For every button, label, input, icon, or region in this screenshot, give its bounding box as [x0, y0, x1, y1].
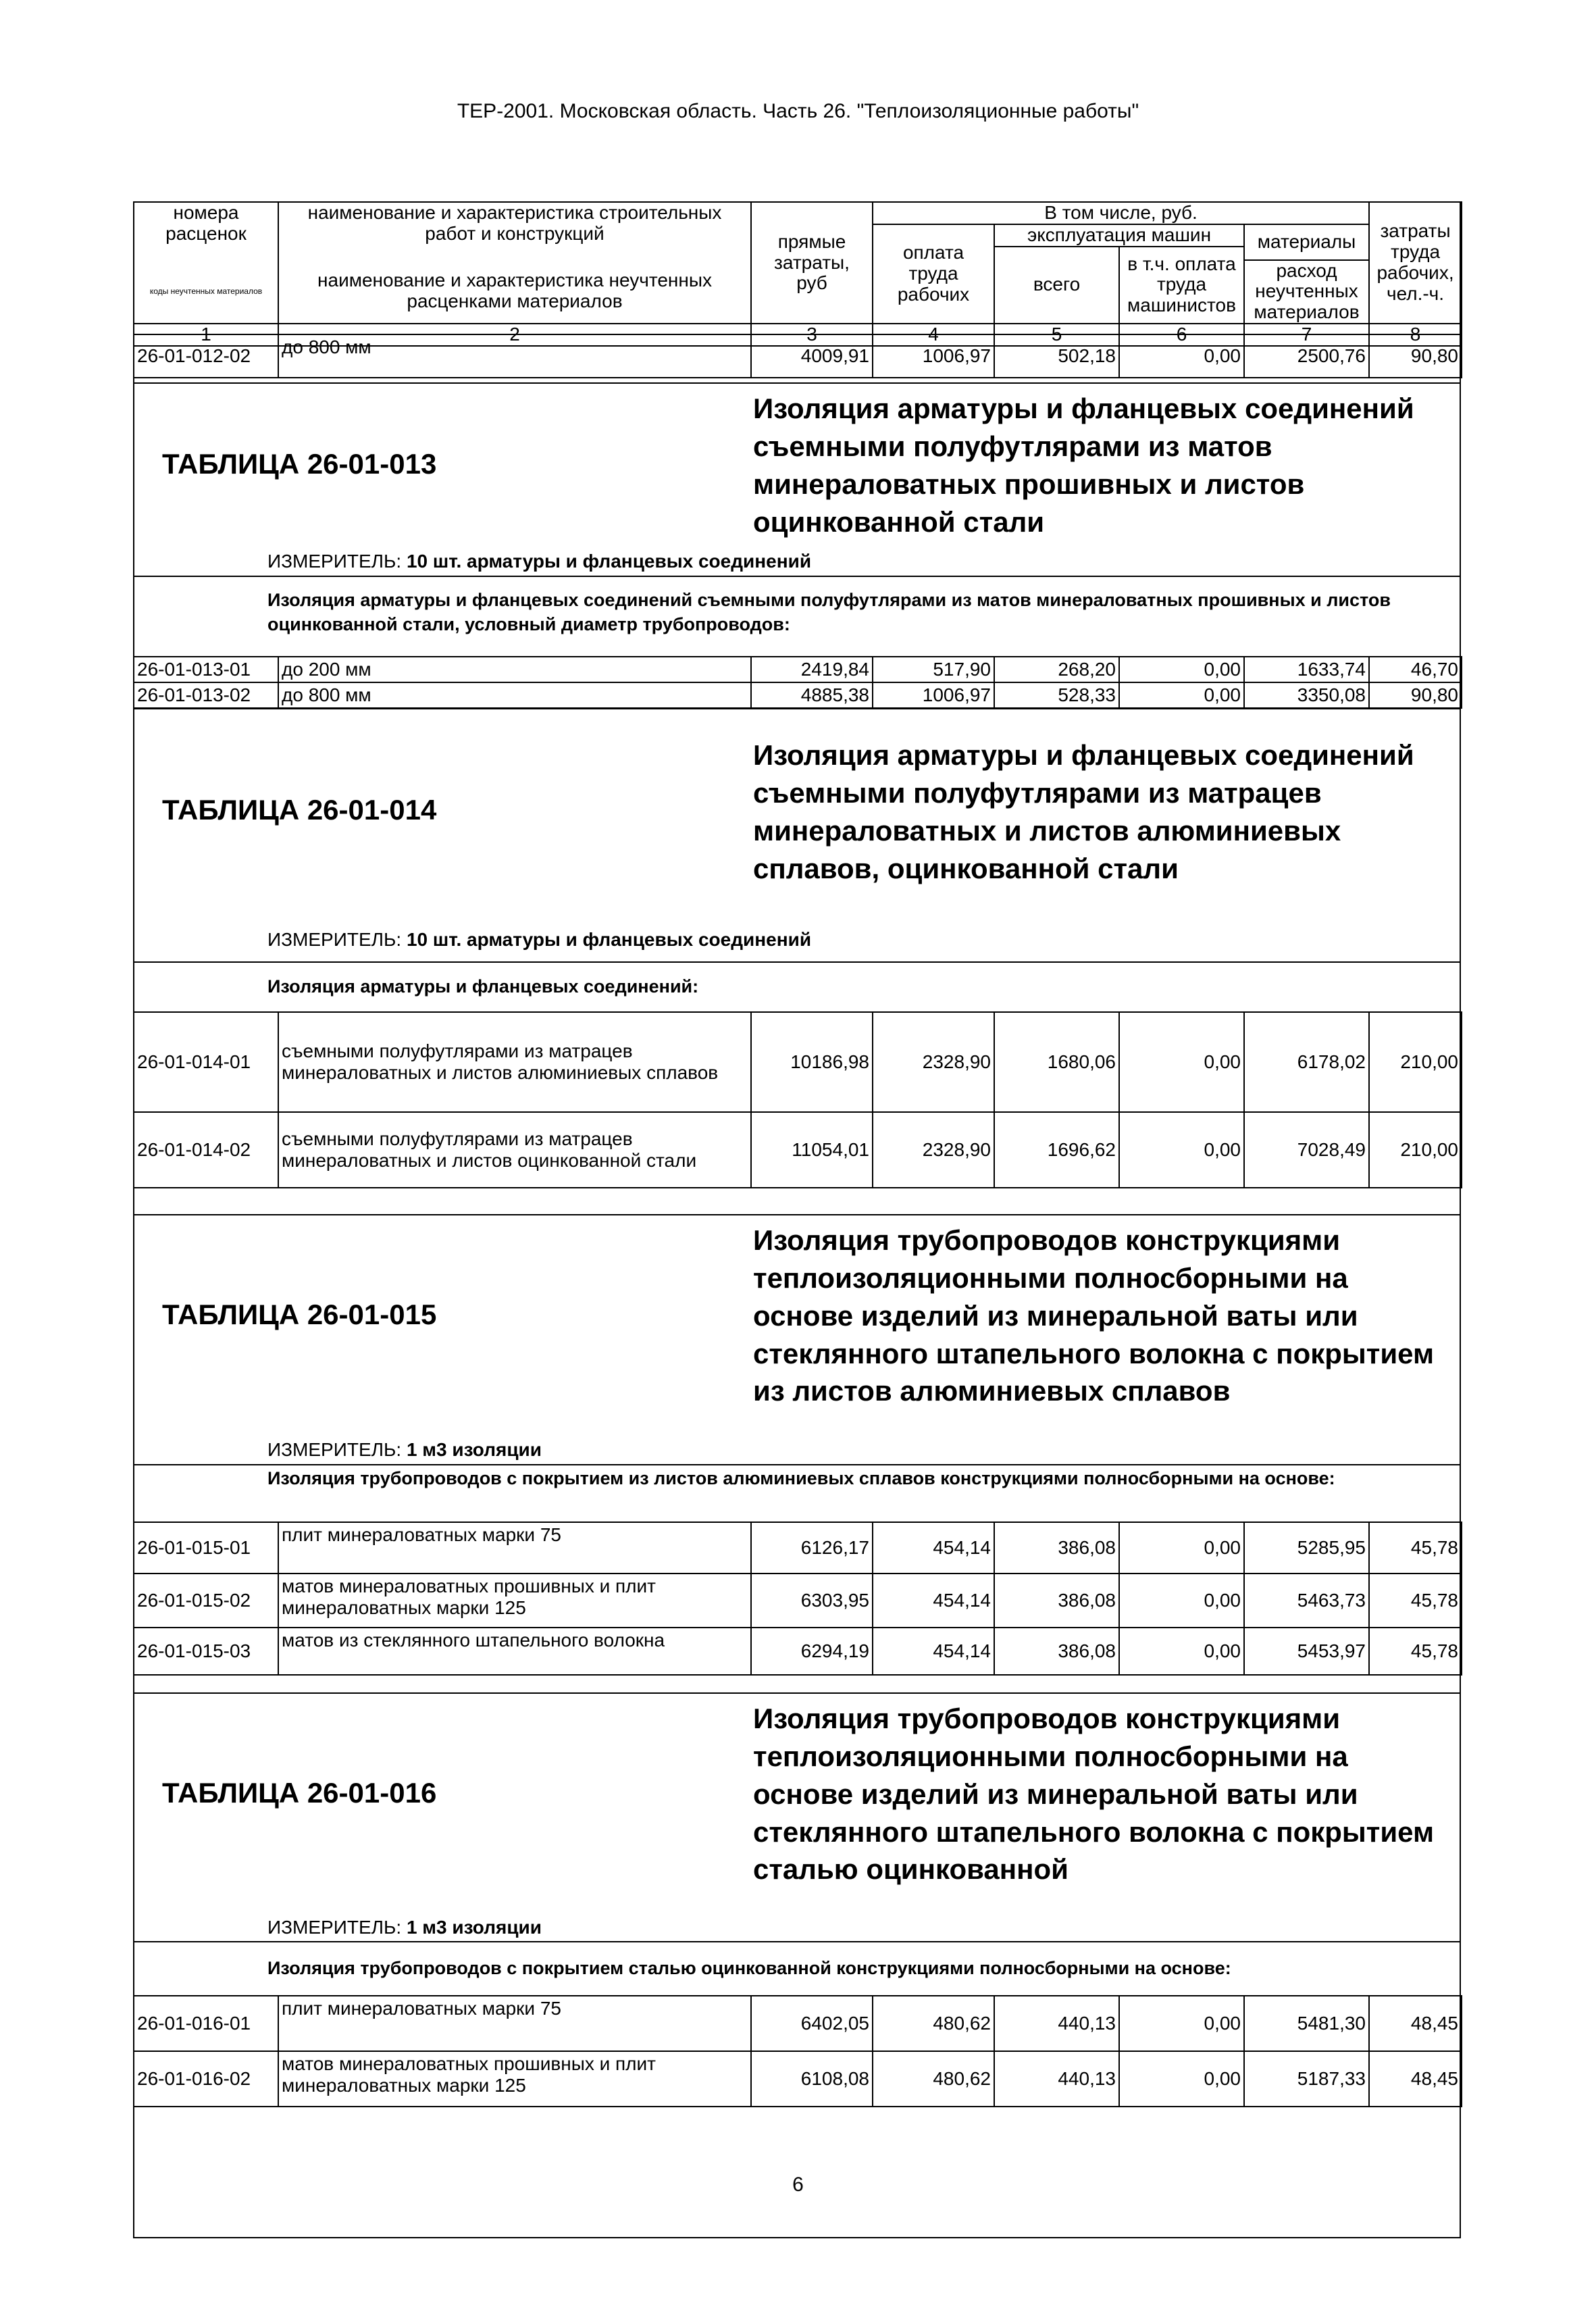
rate-code: 26-01-012-02 [134, 334, 278, 378]
materials: 3350,08 [1244, 682, 1369, 708]
rate-table-014 [133, 1011, 1462, 1188]
operator-wages: 0,00 [1119, 1112, 1244, 1188]
direct-costs: 6303,95 [751, 1574, 873, 1628]
table-row [134, 1574, 1462, 1628]
materials: 5285,95 [1244, 1522, 1369, 1574]
worker-wages: 480,62 [873, 2051, 994, 2107]
labor-hours: 210,00 [1369, 1112, 1462, 1188]
machines-total: 386,08 [994, 1628, 1119, 1675]
rate-name: матов минераловатных прошивных и плит минераловатных марки 125 [278, 2051, 751, 2107]
labor-hours: 210,00 [1369, 1012, 1462, 1112]
materials: 6178,02 [1244, 1012, 1369, 1112]
table-row [134, 1628, 1462, 1675]
table-row [134, 2051, 1462, 2107]
col-number-7: 7 [1244, 324, 1369, 346]
col-machines-header: эксплуатация машин [994, 224, 1244, 247]
rate-name: съемными полуфутлярами из матрацев минераловатных и листов оцинкованной стали [278, 1112, 751, 1188]
table-heading-015: Изоляция трубопроводов конструкциями теплоизоляционными полносборными на основе изделий из минеральной ваты или стеклянного штапельного волокна с покрытием из листов алюминиевых сплавов [753, 1224, 1435, 1407]
operator-wages: 0,00 [1119, 1996, 1244, 2051]
direct-costs: 11054,01 [751, 1112, 873, 1188]
table-label-015: ТАБЛИЦА 26-01-015 [162, 1299, 437, 1330]
table-row [134, 657, 1462, 682]
col-codes-header: номера расценок [134, 202, 278, 260]
machines-total: 440,13 [994, 1996, 1119, 2051]
table-row [134, 334, 1462, 378]
materials: 7028,49 [1244, 1112, 1369, 1188]
direct-costs: 2419,84 [751, 657, 873, 682]
rate-name: съемными полуфутлярами из матрацев минераловатных и листов алюминиевых сплавов [278, 1012, 751, 1112]
rate-code: 26-01-015-02 [134, 1574, 278, 1628]
rate-table-015 [133, 1521, 1462, 1676]
rate-code: 26-01-015-03 [134, 1628, 278, 1675]
operator-wages: 0,00 [1119, 657, 1244, 682]
rate-name: плит минераловатных марки 75 [278, 1522, 751, 1574]
rate-code: 26-01-013-02 [134, 682, 278, 708]
meter-016: ИЗМЕРИТЕЛЬ: 1 м3 изоляции [267, 1917, 542, 1938]
worker-wages: 1006,97 [873, 682, 994, 708]
col-number-1: 1 [134, 324, 278, 346]
labor-hours: 48,45 [1369, 2051, 1462, 2107]
col-material-codes-header: коды неучтенных материалов [134, 260, 278, 324]
rate-name: до 200 мм [278, 657, 751, 682]
worker-wages: 480,62 [873, 1996, 994, 2051]
worker-wages: 454,14 [873, 1522, 994, 1574]
col-direct-costs-header: прямые затраты, руб [751, 202, 873, 324]
table-row [134, 1996, 1462, 2051]
meter-014: ИЗМЕРИТЕЛЬ: 10 шт. арматуры и фланцевых соединений [267, 929, 812, 950]
table-heading-014: Изоляция арматуры и фланцевых соединений съемными полуфутлярами из матрацев минераловатных и листов алюминиевых сплавов, оцинкованной стали [753, 739, 1414, 884]
machines-total: 386,08 [994, 1574, 1119, 1628]
machines-total: 1696,62 [994, 1112, 1119, 1188]
rate-name: до 800 мм [278, 682, 751, 708]
rate-code: 26-01-014-01 [134, 1012, 278, 1112]
machines-total: 386,08 [994, 1522, 1119, 1574]
table-row [134, 1012, 1462, 1112]
rate-code: 26-01-016-01 [134, 1996, 278, 2051]
col-number-3: 3 [751, 324, 873, 346]
worker-wages: 2328,90 [873, 1112, 994, 1188]
table-label-013: ТАБЛИЦА 26-01-013 [162, 448, 437, 480]
worker-wages: 1006,97 [873, 334, 994, 378]
section-013: Изоляция арматуры и фланцевых соединений съемными полуфутлярами из матов минераловатных прошивных и листов оцинкованной стали, условный диаметр трубопроводов: [267, 590, 1391, 635]
labor-hours: 45,78 [1369, 1522, 1462, 1574]
table-row [134, 682, 1462, 708]
divider [133, 576, 1461, 577]
rate-table-012 [133, 334, 1462, 378]
col-name-header: наименование и характеристика строительных работ и конструкций [278, 202, 751, 260]
section-015: Изоляция трубопроводов с покрытием из листов алюминиевых сплавов конструкциями полносборными на основе: [267, 1468, 1335, 1488]
labor-hours: 45,78 [1369, 1574, 1462, 1628]
direct-costs: 6294,19 [751, 1628, 873, 1675]
col-number-5: 5 [994, 324, 1119, 346]
labor-hours: 48,45 [1369, 1996, 1462, 2051]
materials: 2500,76 [1244, 334, 1369, 378]
materials: 5463,73 [1244, 1574, 1369, 1628]
direct-costs: 4009,91 [751, 334, 873, 378]
col-material-usage-header: расход неучтенных материалов [1244, 260, 1369, 324]
machines-total: 502,18 [994, 334, 1119, 378]
meter-015: ИЗМЕРИТЕЛЬ: 1 м3 изоляции [267, 1439, 542, 1460]
labor-hours: 46,70 [1369, 657, 1462, 682]
divider [133, 382, 1461, 384]
rate-table-016 [133, 1995, 1462, 2107]
operator-wages: 0,00 [1119, 1628, 1244, 1675]
operator-wages: 0,00 [1119, 682, 1244, 708]
section-016: Изоляция трубопроводов с покрытием сталью оцинкованной конструкциями полносборными на основе: [267, 1958, 1231, 1978]
labor-hours: 45,78 [1369, 1628, 1462, 1675]
direct-costs: 6108,08 [751, 2051, 873, 2107]
worker-wages: 454,14 [873, 1574, 994, 1628]
col-wages-header: оплата труда рабочих [873, 224, 994, 324]
table-label-016: ТАБЛИЦА 26-01-016 [162, 1777, 437, 1809]
materials: 1633,74 [1244, 657, 1369, 682]
column-header-table [133, 201, 1462, 347]
col-operators-header: в т.ч. оплата труда машинистов [1119, 247, 1244, 324]
rate-name: матов минераловатных прошивных и плит минераловатных марки 125 [278, 1574, 751, 1628]
materials: 5187,33 [1244, 2051, 1369, 2107]
operator-wages: 0,00 [1119, 334, 1244, 378]
direct-costs: 6402,05 [751, 1996, 873, 2051]
operator-wages: 0,00 [1119, 2051, 1244, 2107]
rate-table-013 [133, 656, 1462, 709]
table-label-014: ТАБЛИЦА 26-01-014 [162, 794, 437, 826]
col-group-header: В том числе, руб. [873, 202, 1369, 224]
col-labor-header: затраты труда рабочих, чел.-ч. [1369, 202, 1462, 324]
table-row [134, 1522, 1462, 1574]
direct-costs: 4885,38 [751, 682, 873, 708]
machines-total: 528,33 [994, 682, 1119, 708]
rate-name: плит минераловатных марки 75 [278, 1996, 751, 2051]
col-number-2: 2 [278, 324, 751, 346]
divider [133, 961, 1461, 963]
divider [133, 708, 1461, 709]
col-number-4: 4 [873, 324, 994, 346]
rate-code: 26-01-014-02 [134, 1112, 278, 1188]
col-total-header: всего [994, 247, 1119, 324]
divider [133, 1214, 1461, 1215]
rate-code: 26-01-015-01 [134, 1522, 278, 1574]
rate-code: 26-01-013-01 [134, 657, 278, 682]
operator-wages: 0,00 [1119, 1012, 1244, 1112]
divider [133, 1692, 1461, 1694]
table-heading-016: Изоляция трубопроводов конструкциями теплоизоляционными полносборными на основе изделий из минеральной ваты или стеклянного штапельного волокна с покрытием сталью оцинкованной [753, 1703, 1435, 1886]
table-heading-013: Изоляция арматуры и фланцевых соединений съемными полуфутлярами из матов минераловатных прошивных и листов оцинкованной стали [753, 393, 1414, 538]
machines-total: 268,20 [994, 657, 1119, 682]
col-unaccounted-header: наименование и характеристика неучтенных расценками материалов [278, 260, 751, 324]
labor-hours: 90,80 [1369, 334, 1462, 378]
worker-wages: 517,90 [873, 657, 994, 682]
worker-wages: 2328,90 [873, 1012, 994, 1112]
rate-name: до 800 мм [278, 334, 751, 378]
page-header: ТЕР-2001. Московская область. Часть 26. "Теплоизоляционные работы" [457, 100, 1139, 122]
table-row [134, 1112, 1462, 1188]
machines-total: 1680,06 [994, 1012, 1119, 1112]
materials: 5453,97 [1244, 1628, 1369, 1675]
worker-wages: 454,14 [873, 1628, 994, 1675]
divider [133, 1941, 1461, 1942]
meter-013: ИЗМЕРИТЕЛЬ: 10 шт. арматуры и фланцевых соединений [267, 551, 812, 572]
materials: 5481,30 [1244, 1996, 1369, 2051]
rate-code: 26-01-016-02 [134, 2051, 278, 2107]
direct-costs: 10186,98 [751, 1012, 873, 1112]
operator-wages: 0,00 [1119, 1574, 1244, 1628]
section-014: Изоляция арматуры и фланцевых соединений: [267, 976, 699, 997]
operator-wages: 0,00 [1119, 1522, 1244, 1574]
machines-total: 440,13 [994, 2051, 1119, 2107]
rate-name: матов из стеклянного штапельного волокна [278, 1628, 751, 1675]
col-number-6: 6 [1119, 324, 1244, 346]
page-number: 6 [792, 2173, 804, 2196]
divider [133, 1464, 1461, 1465]
direct-costs: 6126,17 [751, 1522, 873, 1574]
labor-hours: 90,80 [1369, 682, 1462, 708]
col-number-8: 8 [1369, 324, 1462, 346]
col-materials-header: материалы [1244, 224, 1369, 260]
